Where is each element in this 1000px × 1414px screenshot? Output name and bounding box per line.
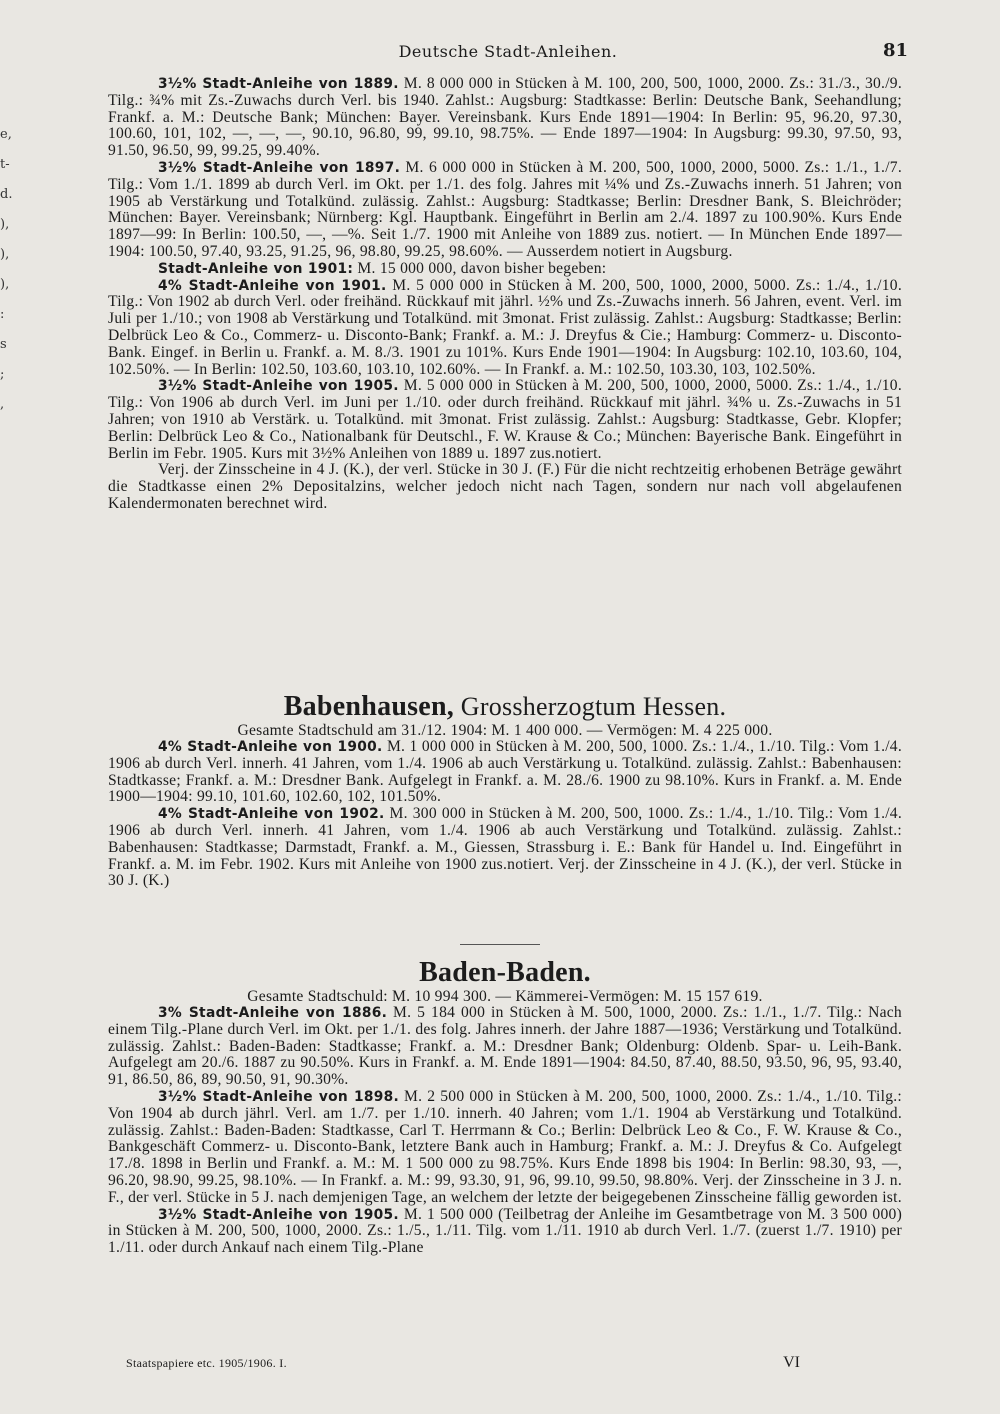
loan-heading: 3½% Stadt-Anleihe von 1898. bbox=[158, 1088, 400, 1105]
loan-heading: 3½% Stadt-Anleihe von 1905. bbox=[158, 378, 399, 395]
loan-text: M. 5 000 000 in Stücken à M. 200, 500, 1000, 2000, 5000. Zs.: 1./4., 1./10. Tilg.: Von 1902 ab durch Verl. oder freihänd. Rückkauf mit jährl. ½% und Zs.-Zuwachs innerh. 56 Jahren, event. Verl. im Juli per 1./10.; von 1908 ab Verstärkung und Totalkünd. mit 3monat. Frist zulässig. Zahlst.: Augsburg: Stadtkasse; Berlin: Delbrück Leo & Co., Commerz- u. Disconto-Bank; Frankf. a. M.: J. Dreyfus & Cie.; Hamburg: Commerz- u. Disconto-Bank. Eingef. in Berlin u. Frankf. a. M. 8./3. 1901 zu 101%. Kurs Ende 1901—1904: In Augsburg: 102.10, 103.60, 104, 102.50%. — In Berlin: 102.50, 103.60, 103.10, 102.60%. — In Frankf. a. M.: 102.50, 103.30, 103, 102.50%. bbox=[108, 276, 902, 378]
loan-entry bbox=[108, 739, 902, 806]
loan-text: M. 8 000 000 in Stücken à M. 100, 200, 500, 1000, 2000. Zs.: 31./3., 30./9. Tilg.: ¾% mit Zs.-Zuwachs durch Verl. bis 1940. Zahlst.: Augsburg: Stadtkasse: Berlin: Deutsche Bank, Seehandlung; Frankf. a. M.: Deutsche Bank; München: Bayer. Vereinsbank. Kurs Ende 1891—1904: In Berlin: 95, 96.20, 97.30, 100.60, 101, 102, —, —, —, 90.10, 96.80, 99, 99.10, 98.75%. — Ende 1897—1904: In Augsburg: 99.30, 97.50, 93, 91.50, 96.50, 99, 99.25, 99.40%. bbox=[108, 75, 902, 160]
city-summary: Gesamte Stadtschuld: M. 10 994 300. — Kämmerei-Vermögen: M. 15 157 619. bbox=[247, 988, 763, 1005]
margin-fragment: ; bbox=[0, 367, 5, 382]
loan-heading: 4% Stadt-Anleihe von 1901. bbox=[158, 277, 387, 294]
loan-entry bbox=[108, 261, 902, 278]
margin-fragment: e, bbox=[0, 127, 12, 142]
city-title bbox=[108, 692, 902, 722]
loan-text: M. 15 000 000, davon bisher begeben: bbox=[357, 259, 607, 277]
margin-fragment: s bbox=[0, 337, 7, 352]
loan-entry bbox=[108, 1207, 902, 1257]
baden-baden-section bbox=[108, 958, 902, 1257]
loan-heading: 3½% Stadt-Anleihe von 1905. bbox=[158, 1206, 399, 1223]
city-summary: Gesamte Stadtschuld am 31./12. 1904: M. 1 400 000. — Vermögen: M. 4 225 000. bbox=[237, 722, 773, 739]
loan-text: M. 5 184 000 in Stücken à M. 500, 1000, 2000. Zs.: 1./1., 1./7. Tilg.: Nach einem Tilg.-Plane durch Verl. im Okt. per 1./1. des folg. Jahres innerh. der Jahre 1887—1936; Verstärkung und Totalkünd. zulässig. Zahlst.: Baden-Baden: Stadtkasse; Frankf. a. M.: Dresdner Bank; Oldenburg: Oldenb. Spar- u. Leih-Bank. Aufgelegt am 20./6. 1887 zu 90.50%. Kurs in Frankf. a. M. Ende 1891—1904: 84.50, 87.40, 88.50, 93.50, 96, 95, 93.40, 91, 86.50, 86, 89, 90.50, 91, 90.30%. bbox=[108, 1004, 902, 1089]
adjacent-page-margin bbox=[0, 120, 14, 420]
loan-entry bbox=[108, 1005, 902, 1089]
page-number: 81 bbox=[882, 40, 908, 61]
margin-fragment: , bbox=[0, 397, 5, 412]
loan-text: M. 1 000 000 in Stücken à M. 200, 500, 1000. Zs.: 1./4., 1./10. Tilg.: Vom 1./4. 1906 ab durch Verl. innerh. 41 Jahren, vom 1./4. 1906 ab auch Verstärkung u. Totalkünd. zulässig. Zahlst.: Babenhausen: Stadtkasse; Frankf. a. M.: Dresdner Bank. Aufgelegt in Frankf. a. M. 28./6. 1900 zu 98.10%. Kurs in Frankf. a. M. Ende 1900—1904: 99.10, 101.60, 102.60, 102, 101.50%. bbox=[108, 738, 903, 806]
city-name: Babenhausen, bbox=[283, 691, 455, 722]
babenhausen-section bbox=[108, 692, 902, 890]
loan-entry bbox=[108, 76, 902, 160]
loan-heading: 3% Stadt-Anleihe von 1886. bbox=[158, 1005, 388, 1021]
loan-heading: 3½% Stadt-Anleihe von 1889. bbox=[158, 76, 399, 92]
loan-text: M. 300 000 in Stücken à M. 200, 500, 1000. Zs.: 1./4., 1./10. Tilg.: Vom 1./4. 1906 ab durch Verl. innerh. 41 Jahren, vom 1./4. 1906 ab auch Verstärkung und Totalkünd. zulässig. Zahlst.: Babenhausen: Stadtkasse; Darmstadt, Frankf. a. M., Giessen, Strassburg i. E.: Bank für Handel u. Ind. Eingeführt in Frankf. a. M. im Febr. 1902. Kurs mit Anleihe von 1900 zus.notiert. Verj. der Zinsscheine in 4 J. (K.), der verl. Stücke in 30 J. (K.) bbox=[108, 805, 902, 890]
loan-heading: 4% Stadt-Anleihe von 1902. bbox=[158, 806, 385, 823]
loan-entry bbox=[108, 806, 902, 890]
loan-entry bbox=[108, 160, 902, 261]
margin-fragment: t- bbox=[0, 157, 10, 172]
footer-signature: Staatspapiere etc. 1905/1906. I. bbox=[126, 1356, 287, 1370]
loan-text: M. 2 500 000 in Stücken à M. 200, 500, 1000, 2000. Zs.: 1./4., 1./10. Tilg.: Von 1904 ab durch jährl. Verl. am 1./7. per 1./10. innerh. 40 Jahren; vom 1./1. 1904 ab Verstärkung und Totalkünd. zulässig. Zahlst.: Baden-Baden: Stadtkasse, Carl T. Herrmann & Co.; Berlin: Delbrück Leo & Co., F. W. Krause & Co., Bankgeschäft Commerz- u. Disconto-Bank, letztere Bank auch in Hamburg; Frankf. a. M.: J. Dreyfus & Co. Aufgelegt 17./8. 1898 in Berlin und Frankf. a. M.: M. 1 500 000 zu 98.75%. Kurs Ende 1898 bis 1904: In Berlin: 98.30, 93, —, 96.20, 98.90, 99.25, 98.10%. — In Frankf. a. M.: 99, 93.30, 91, 96, 99.10, 99.50, 98.80%. Verj. der Zinsscheine in 3 J. n. F., der verl. Stücke in 5 J. nach demjenigen Tage, an welchem der letzte der beigegebenen Zinsscheine fällig geworden ist. bbox=[108, 1087, 902, 1206]
loan-heading: 3½% Stadt-Anleihe von 1897. bbox=[158, 159, 401, 176]
loan-note: Verj. der Zinsscheine in 4 J. (K.), der verl. Stücke in 30 J. (F.) Für die nicht rechtzeitig erhobenen Beträge gewährt die Stadtkasse einen 2% Depositalzins, welcher jedoch nicht nach Tagen, sondern nur nach voll abgelaufenen Kalendermonaten berechnet wird. bbox=[108, 461, 902, 512]
loan-heading: Stadt-Anleihe von 1901: bbox=[158, 260, 354, 277]
augsburg-section bbox=[108, 76, 902, 513]
loan-text: M. 5 000 000 in Stücken à M. 200, 500, 1000, 2000, 5000. Zs.: 1./4., 1./10. Tilg.: Von 1906 ab durch Verl. im Juni per 1./10. oder durch freihänd. Rückkauf mit jährl. ¾% u. Zs.-Zuwachs in 51 Jahren; von 1910 ab Verstärk. u. Totalkünd. mit 3monat. Frist zulässig. Zahlst.: Augsburg: Stadtkasse, Gebr. Klopfer; Berlin: Delbrück Leo & Co., Nationalbank für Deutschl., F. W. Krause & Co.; München: Bayerische Bank. Eingeführt in Berlin im Febr. 1905. Kurs mit 3½% Anleihen von 1889 u. 1897 zus.notiert. bbox=[108, 377, 902, 462]
loan-entry bbox=[108, 378, 902, 462]
margin-fragment: ), bbox=[0, 247, 10, 262]
loan-text: M. 6 000 000 in Stücken à M. 200, 500, 1000, 2000, 5000. Zs.: 1./1., 1./7. Tilg.: Vom 1./1. 1899 ab durch Verl. im Okt. per 1./1. des folg. Jahres mit ¼% und Zs.-Zuwachs innerh. 51 Jahren; von 1905 ab Verstärkung und Totalkünd. zulässig. Zahlst.: Augsburg: Stadtkasse; Berlin: Dresdner Bank, S. Bleichröder; München: Bayer. Vereinsbank; Nürnberg: Kgl. Hauptbank. Eingeführt in Berlin am 2./4. 1897 zu 100.90%. Kurs Ende 1897—99: In Berlin: 100.50, —, —%. Seit 1./7. 1900 mit Anleihe von 1889 zus. notiert. — In München Ende 1897—1904: 100.50, 97.40, 93.25, 91.25, 96, 98.80, 99.25, 98.60%. — Ausserdem notiert in Augsburg. bbox=[108, 158, 902, 260]
loan-heading: 4% Stadt-Anleihe von 1900. bbox=[158, 739, 383, 755]
loan-entry bbox=[108, 278, 902, 379]
sheet-signature: VI bbox=[783, 1354, 800, 1371]
loan-entry bbox=[108, 1089, 902, 1207]
margin-fragment: ), bbox=[0, 217, 10, 232]
running-title: Deutsche Stadt-Anleihen. bbox=[398, 42, 618, 61]
city-title bbox=[108, 958, 902, 988]
page-header bbox=[108, 42, 908, 66]
loan-text: M. 1 500 000 (Teilbetrag der Anleihe im Gesamtbetrage von M. 3 500 000) in Stücken à M. 200, 500, 1000, 2000. Zs.: 1./5., 1./11. Tilg. vom 1./11. 1910 ab durch Verl. 1./7. (zuerst 1./7. 1910) per 1./11. oder durch Ankauf nach einem Tilg.-Plane bbox=[108, 1205, 903, 1257]
margin-fragment: ), bbox=[0, 277, 10, 292]
page-footer bbox=[108, 1354, 902, 1374]
margin-fragment: : bbox=[0, 307, 5, 322]
city-name: Baden-Baden. bbox=[419, 957, 591, 988]
margin-fragment: d. bbox=[0, 187, 13, 202]
city-region: Grossherzogtum Hessen. bbox=[460, 692, 727, 721]
section-divider bbox=[460, 944, 540, 945]
